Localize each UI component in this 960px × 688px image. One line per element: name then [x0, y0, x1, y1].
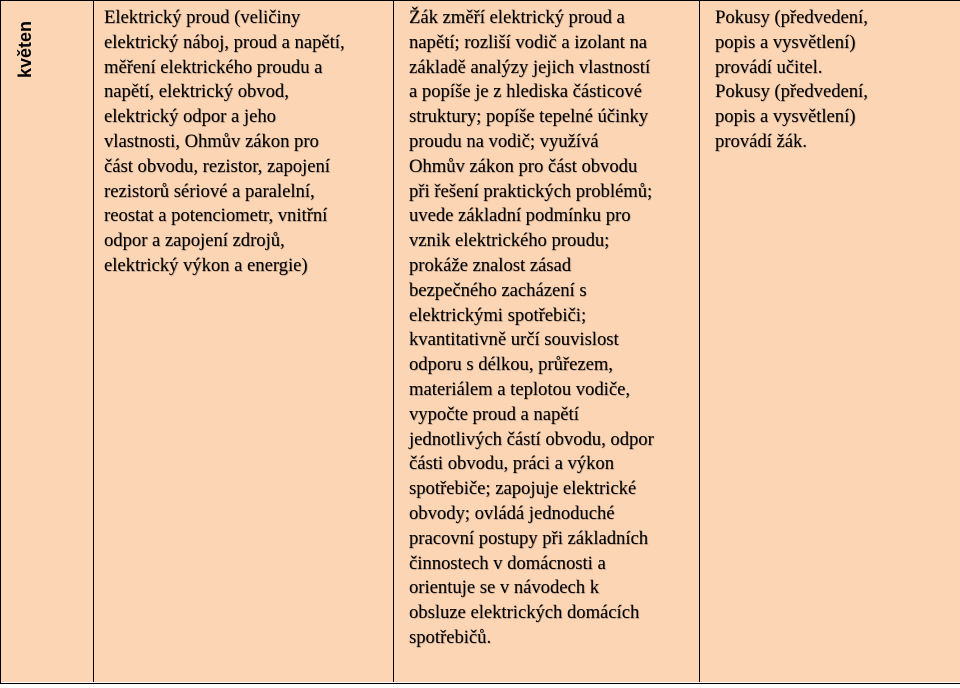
outcome-line: a popíše je z hlediska částicové: [409, 81, 642, 103]
outcome-line: základě analýzy jejich vlastností: [409, 56, 651, 78]
activity-text: [715, 6, 868, 155]
outcome-line: materiálem a teplotou vodiče,: [409, 378, 630, 400]
topic-line: vlastnosti, Ohmův zákon pro: [104, 130, 319, 152]
outcome-line: části obvodu, práci a výkon: [409, 453, 614, 475]
topic-line: odpor a zapojení zdrojů,: [104, 230, 285, 252]
outcome-cell: [394, 0, 700, 682]
month-cell: [0, 0, 94, 682]
outcome-line: spotřebičů.: [409, 626, 492, 648]
topic-line: elektrický náboj, proud a napětí,: [104, 31, 345, 53]
activity-line: provádí učitel.: [715, 56, 823, 78]
outcome-line: spotřebiče; zapojuje elektrické: [409, 478, 637, 500]
topic-line: reostat a potenciometr, vnitřní: [104, 205, 328, 227]
outcome-line: odporu s délkou, průřezem,: [409, 354, 613, 376]
activity-line: popis a vysvětlení): [715, 106, 856, 128]
outcome-line: elektrickými spotřebiči;: [409, 304, 587, 326]
outcome-line: Ohmův zákon pro část obvodu: [409, 155, 638, 177]
outcome-line: Žák změří elektrický proud a: [409, 7, 625, 28]
topic-cell: [94, 0, 394, 682]
outcome-line: vznik elektrického proudu;: [409, 230, 610, 252]
month-wrap: [8, 8, 48, 88]
activity-line: Pokusy (předvedení,: [715, 7, 868, 28]
topic-line: rezistorů sériové a paralelní,: [104, 180, 315, 202]
outcome-line: uvede základní podmínku pro: [409, 205, 631, 227]
outcome-line: při řešení praktických problémů;: [409, 180, 653, 202]
outcome-line: prokáže znalost zásad: [409, 254, 572, 276]
outcome-line: obvody; ovládá jednoduché: [409, 502, 615, 524]
topic-line: elektrický výkon a energie): [104, 254, 308, 276]
outcome-line: struktury; popíše tepelné účinky: [409, 106, 649, 128]
activity-line: popis a vysvětlení): [715, 31, 856, 53]
topic-line: napětí, elektrický obvod,: [104, 81, 289, 103]
topic-line: část obvodu, rezistor, zapojení: [104, 155, 330, 177]
outcome-line: jednotlivých částí obvodu, odpor: [409, 428, 654, 450]
month-label: květen: [15, 20, 35, 78]
activity-line: provádí žák.: [715, 130, 807, 152]
outcome-line: napětí; rozliší vodič a izolant na: [409, 31, 648, 53]
outcome-line: kvantitativně určí souvislost: [409, 329, 619, 351]
outcome-line: orientuje se v návodech k: [409, 577, 600, 599]
activity-line: Pokusy (předvedení,: [715, 81, 868, 103]
topic-text: [104, 6, 345, 279]
outcome-line: činnostech v domácnosti a: [409, 552, 606, 574]
outcome-line: proudu na vodič; využívá: [409, 130, 599, 152]
outcome-text: [409, 6, 654, 651]
outcome-line: vypočte proud a napětí: [409, 403, 579, 425]
topic-line: elektrický odpor a jeho: [104, 106, 276, 128]
outcome-line: bezpečného zacházení s: [409, 279, 587, 301]
outcome-line: obsluze elektrických domácích: [409, 602, 640, 624]
outcome-line: pracovní postupy při základních: [409, 527, 649, 549]
topic-line: Elektrický proud (veličiny: [104, 7, 301, 28]
activity-cell: [700, 0, 960, 682]
topic-line: měření elektrického proudu a: [104, 56, 323, 78]
